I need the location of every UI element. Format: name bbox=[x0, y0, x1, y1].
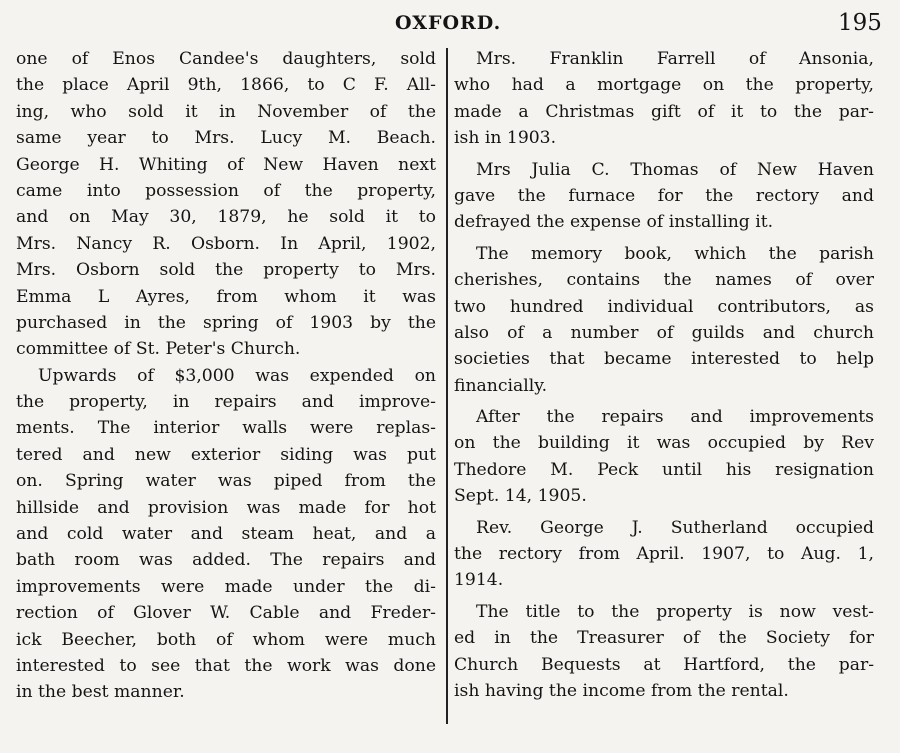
text-line: the rectory from April. 1907, to Aug. 1, bbox=[454, 544, 874, 565]
paragraph bbox=[16, 363, 436, 706]
text-line: 1914. bbox=[454, 570, 504, 591]
text-line: ish in 1903. bbox=[454, 128, 557, 149]
text-line: gave the furnace for the rectory and bbox=[454, 185, 874, 206]
paragraph bbox=[16, 46, 436, 363]
text-line: and on May 30, 1879, he sold it to bbox=[16, 207, 436, 228]
paragraph bbox=[454, 515, 874, 594]
text-line: hillside and provision was made for hot bbox=[16, 497, 436, 518]
text-line: the place April 9th, 1866, to C F. All- bbox=[16, 75, 436, 96]
text-line: ick Beecher, both of whom were much bbox=[16, 629, 436, 650]
paragraph bbox=[454, 46, 874, 152]
text-line: ments. The interior walls were replas- bbox=[16, 418, 436, 439]
column-divider bbox=[446, 48, 448, 724]
text-line: Sept. 14, 1905. bbox=[454, 486, 587, 507]
text-line: The title to the property is now vest- bbox=[476, 601, 874, 622]
text-line: Mrs Julia C. Thomas of New Haven bbox=[476, 159, 874, 180]
text-line: improvements were made under the di- bbox=[16, 576, 436, 597]
text-line: defrayed the expense of installing it. bbox=[454, 212, 774, 233]
page-number: 195 bbox=[838, 10, 882, 36]
paragraph bbox=[454, 157, 874, 236]
right-column bbox=[454, 46, 874, 709]
text-line: purchased in the spring of 1903 by the bbox=[16, 312, 436, 333]
text-line: The memory book, which the parish bbox=[476, 243, 874, 264]
text-line: societies that became interested to help bbox=[454, 349, 874, 370]
text-line: on. Spring water was piped from the bbox=[16, 471, 436, 492]
text-line: Church Bequests at Hartford, the par- bbox=[454, 654, 874, 675]
text-line: rection of Glover W. Cable and Freder- bbox=[16, 603, 436, 624]
text-line: two hundred individual contributors, as bbox=[454, 296, 874, 317]
text-line: Mrs. Nancy R. Osborn. In April, 1902, bbox=[16, 233, 436, 254]
text-line: on the building it was occupied by Rev bbox=[454, 433, 874, 454]
text-line: George H. Whiting of New Haven next bbox=[16, 154, 436, 175]
text-line: interested to see that the work was done bbox=[16, 655, 436, 676]
text-line: Upwards of $3,000 was expended on bbox=[38, 365, 436, 386]
text-line: Mrs. Osborn sold the property to Mrs. bbox=[16, 260, 436, 281]
text-line: same year to Mrs. Lucy M. Beach. bbox=[16, 128, 436, 149]
text-line: Thedore M. Peck until his resignation bbox=[454, 459, 874, 480]
running-head: OXFORD. bbox=[395, 12, 502, 34]
page-header bbox=[0, 8, 900, 38]
text-line: ed in the Treasurer of the Society for bbox=[454, 628, 874, 649]
text-line: bath room was added. The repairs and bbox=[16, 550, 436, 571]
text-line: one of Enos Candee's daughters, sold bbox=[16, 49, 436, 69]
text-line: Rev. George J. Sutherland occupied bbox=[476, 517, 874, 538]
left-column bbox=[16, 46, 436, 706]
text-line: committee of St. Peter's Church. bbox=[16, 339, 301, 360]
paragraph bbox=[454, 404, 874, 510]
text-line: also of a number of guilds and church bbox=[454, 322, 874, 343]
paragraph bbox=[454, 241, 874, 399]
text-line: Emma L Ayres, from whom it was bbox=[16, 286, 436, 307]
text-line: the property, in repairs and improve- bbox=[16, 392, 436, 413]
text-line: financially. bbox=[454, 375, 548, 396]
text-line: and cold water and steam heat, and a bbox=[16, 524, 436, 545]
text-line: After the repairs and improvements bbox=[476, 407, 874, 428]
text-line: in the best manner. bbox=[16, 682, 185, 703]
text-line: came into possession of the property, bbox=[16, 180, 436, 201]
text-line: who had a mortgage on the property, bbox=[454, 75, 874, 96]
text-line: ing, who sold it in November of the bbox=[16, 101, 436, 122]
text-line: ish having the income from the rental. bbox=[454, 680, 789, 701]
text-line: cherishes, contains the names of over bbox=[454, 270, 874, 291]
text-line: Mrs. Franklin Farrell of Ansonia, bbox=[476, 49, 874, 69]
text-line: made a Christmas gift of it to the par- bbox=[454, 101, 874, 122]
paragraph bbox=[454, 599, 874, 705]
text-line: tered and new exterior siding was put bbox=[16, 444, 436, 465]
